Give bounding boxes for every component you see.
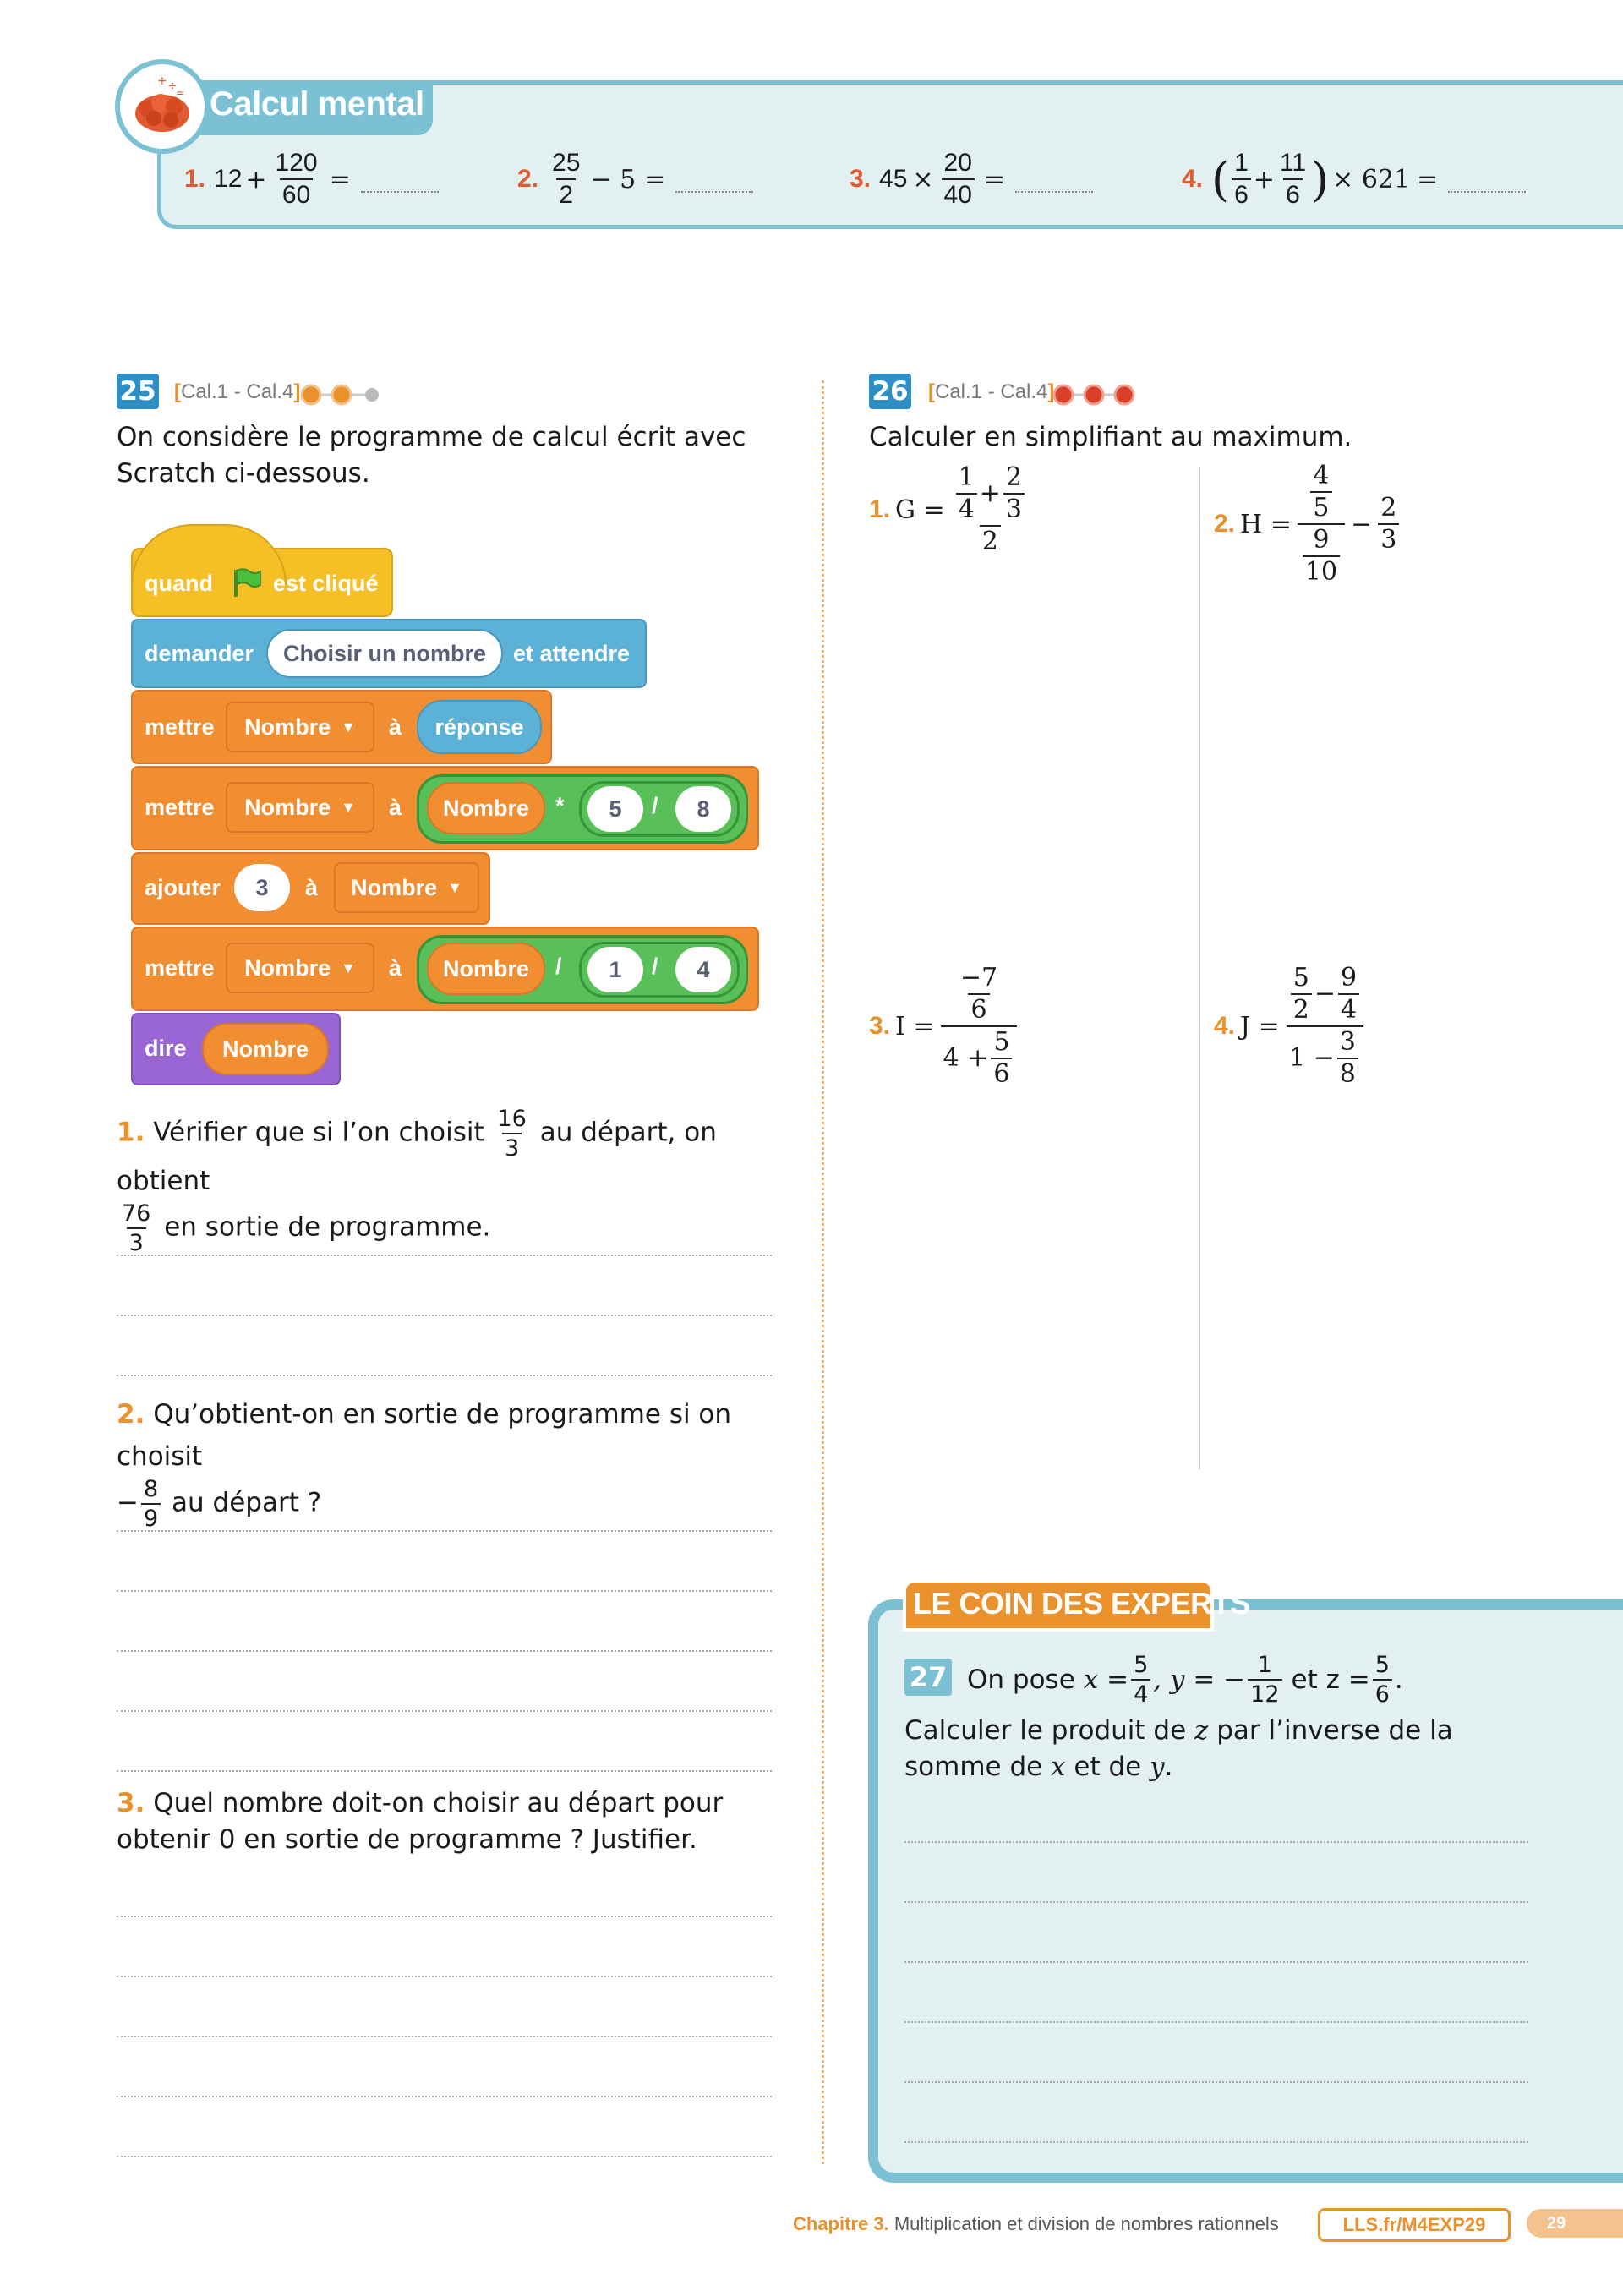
svg-text:=: = bbox=[176, 87, 185, 99]
svg-text:÷: ÷ bbox=[167, 79, 178, 93]
dropdown-arrow-icon: ▼ bbox=[447, 878, 462, 896]
fraction: $\frac{\frac{4}{5}}{\frac{9}{10}}$ bbox=[1298, 463, 1345, 585]
ex26-expression-h: 2. H = $\frac{\frac{4}{5}}{\frac{9}{10}}$ − $\frac{2}{3}$ bbox=[1214, 463, 1402, 585]
answer-line[interactable] bbox=[117, 1710, 772, 1712]
exercise-26-skills: [Cal.1 - Cal.4] bbox=[928, 380, 1055, 403]
scratch-number-input[interactable]: 4 bbox=[675, 947, 731, 992]
exercise-26-intro: Calculer en simplifiant au maximum. bbox=[869, 422, 1352, 452]
exercise-27-badge: 27 bbox=[904, 1659, 952, 1696]
answer-line[interactable] bbox=[904, 1961, 1528, 1963]
fraction: $\frac{-7}{6}$ 4 + $\frac{5}{6}$ bbox=[941, 965, 1018, 1087]
answer-line[interactable] bbox=[117, 1590, 772, 1592]
scratch-var-reporter: Nombre bbox=[427, 943, 545, 995]
answer-line[interactable] bbox=[117, 1255, 772, 1256]
ex26-expression-g: 1. G = $\frac{1}{4}$ + $\frac{2}{3}$ 2 bbox=[869, 465, 1032, 555]
fraction: $\frac{5}{4}$ bbox=[1131, 1654, 1150, 1706]
mental-item-3: 3. 45 × $\frac{20}{40}$ = bbox=[850, 150, 1093, 208]
fraction: $\frac{1}{6}$ bbox=[1232, 150, 1251, 208]
fraction: $\frac{1}{4}$ + $\frac{2}{3}$ 2 bbox=[951, 465, 1030, 555]
scratch-var-reporter: Nombre bbox=[202, 1023, 329, 1075]
ex25-question-1: 1. Vérifier que si l’on choisit $\frac{16}{3}$ au départ, on obtient $\frac{76}{3}$ en sortie de programme. bbox=[117, 1106, 717, 1256]
ex25-question-2: 2. Qu’obtient-on en sortie de programme si on choisit − $\frac{8}{9}$ au départ ? bbox=[117, 1399, 732, 1532]
brain-icon bbox=[115, 59, 210, 154]
answer-line[interactable] bbox=[117, 1375, 772, 1376]
fraction: $\frac{25}{2}$ bbox=[552, 149, 581, 209]
scratch-ask-input[interactable]: Choisir un nombre bbox=[266, 629, 503, 678]
fraction: $\frac{20}{40}$ bbox=[942, 150, 975, 208]
scratch-number-input[interactable]: 5 bbox=[587, 786, 643, 832]
ex27-statement: On pose x = $\frac{5}{4}$ , y = − $\frac{1}{12}$ et z = $\frac{5}{6}$ . bbox=[967, 1652, 1403, 1708]
answer-line[interactable] bbox=[904, 2081, 1528, 2083]
ex26-expression-j: 4. J = $\frac{5}{2}$ − $\frac{9}{4}$ 1 − $\frac{3}{8}$ bbox=[1214, 965, 1367, 1087]
answer-line[interactable] bbox=[904, 2141, 1528, 2143]
answer-line[interactable] bbox=[117, 1976, 772, 1977]
answer-line[interactable] bbox=[117, 1650, 772, 1652]
scratch-var-dropdown[interactable]: Nombre ▼ bbox=[334, 862, 479, 913]
answer-blank[interactable] bbox=[1015, 166, 1093, 193]
ex25-question-3: 3. Quel nombre doit-on choisir au départ pour obtenir 0 en sortie de programme ? Justifier. bbox=[117, 1788, 724, 1855]
right-paren: ) bbox=[1311, 152, 1330, 206]
fraction: $\frac{120}{60}$ bbox=[275, 149, 318, 209]
answer-line[interactable] bbox=[117, 1770, 772, 1772]
fraction: $\frac{5}{2}$ − $\frac{9}{4}$ 1 − $\frac{3}{8}$ bbox=[1286, 965, 1364, 1087]
answer-line[interactable] bbox=[117, 2096, 772, 2097]
scratch-answer-reporter: réponse bbox=[417, 700, 542, 754]
scratch-program: quand est cliqué demander Choisir un nombre et attendre mettre Nombre ▼ à réponse mettre Nombre ▼ à Nombre * 5 / 8 ajouter 3 à Nombre ▼ mettre Nombre ▼ à Nombre / 1 / 4 dire Nombre bbox=[131, 524, 765, 1086]
answer-blank[interactable] bbox=[1448, 166, 1526, 193]
fraction: $\frac{1}{12}$ bbox=[1248, 1654, 1281, 1706]
scratch-number-input[interactable]: 8 bbox=[675, 786, 731, 832]
scratch-number-input[interactable]: 3 bbox=[234, 864, 290, 911]
answer-line[interactable] bbox=[904, 1841, 1528, 1843]
ex26-expression-i: 3. I = $\frac{-7}{6}$ 4 + $\frac{5}{6}$ bbox=[869, 965, 1019, 1087]
scratch-number-input[interactable]: 1 bbox=[587, 947, 643, 992]
mental-item-2: 2. $\frac{25}{2}$ − 5 = bbox=[517, 150, 753, 208]
answer-line[interactable] bbox=[904, 1901, 1528, 1903]
calcul-mental-title: Calcul mental bbox=[210, 85, 424, 123]
mental-item-4: 4. ( $\frac{1}{6}$ + $\frac{11}{6}$ ) × 621 = bbox=[1182, 150, 1526, 208]
fraction: $\frac{8}{9}$ bbox=[141, 1478, 161, 1530]
fraction: $\frac{16}{3}$ bbox=[497, 1106, 527, 1162]
fraction: $\frac{76}{3}$ bbox=[122, 1200, 151, 1256]
mental-item-1: 1. 12 + $\frac{120}{60}$ = bbox=[184, 150, 439, 208]
answer-line[interactable] bbox=[117, 1530, 772, 1532]
exercise-25-intro: On considère le programme de calcul écrit avec Scratch ci-dessous. bbox=[117, 422, 746, 489]
fraction: $\frac{2}{3}$ bbox=[1378, 495, 1399, 553]
exercise-26-badge: 26 bbox=[869, 374, 911, 409]
answer-line[interactable] bbox=[904, 2021, 1528, 2023]
column-divider bbox=[822, 380, 824, 2164]
footer-link[interactable]: LLS.fr/M4EXP29 bbox=[1318, 2208, 1511, 2242]
left-paren: ( bbox=[1211, 152, 1230, 206]
ex27-question: Calculer le produit de z par l’inverse de la somme de x et de y. bbox=[904, 1715, 1453, 1782]
fraction: $\frac{5}{6}$ bbox=[1373, 1654, 1392, 1706]
scratch-var-dropdown[interactable]: Nombre ▼ bbox=[226, 702, 374, 752]
exercise-25-badge: 25 bbox=[117, 374, 159, 409]
answer-line[interactable] bbox=[117, 1916, 772, 1917]
scratch-var-dropdown[interactable]: Nombre ▼ bbox=[226, 943, 374, 993]
footer-chapter: Chapitre 3. Multiplication et division de nombres rationnels bbox=[793, 2213, 1279, 2234]
dropdown-arrow-icon: ▼ bbox=[341, 798, 356, 816]
difficulty-level-2 bbox=[299, 384, 384, 409]
difficulty-level-3 bbox=[1052, 384, 1136, 409]
exercise-25-skills: [Cal.1 - Cal.4] bbox=[174, 380, 301, 403]
green-flag-icon bbox=[231, 566, 263, 602]
scratch-var-reporter: Nombre bbox=[427, 782, 545, 834]
ex26-vertical-divider bbox=[1199, 467, 1200, 1469]
experts-title: LE COIN DES EXPERTS bbox=[913, 1586, 1250, 1621]
page-number: 29 bbox=[1527, 2209, 1623, 2238]
scratch-var-dropdown[interactable]: Nombre ▼ bbox=[226, 782, 374, 833]
dropdown-arrow-icon: ▼ bbox=[341, 959, 356, 976]
answer-line[interactable] bbox=[117, 2036, 772, 2037]
answer-line[interactable] bbox=[117, 2156, 772, 2157]
fraction: $\frac{11}{6}$ bbox=[1279, 149, 1307, 209]
answer-blank[interactable] bbox=[675, 166, 753, 193]
answer-line[interactable] bbox=[117, 1315, 772, 1316]
dropdown-arrow-icon: ▼ bbox=[341, 718, 356, 735]
svg-text:+: + bbox=[157, 74, 167, 88]
answer-blank[interactable] bbox=[361, 166, 439, 193]
